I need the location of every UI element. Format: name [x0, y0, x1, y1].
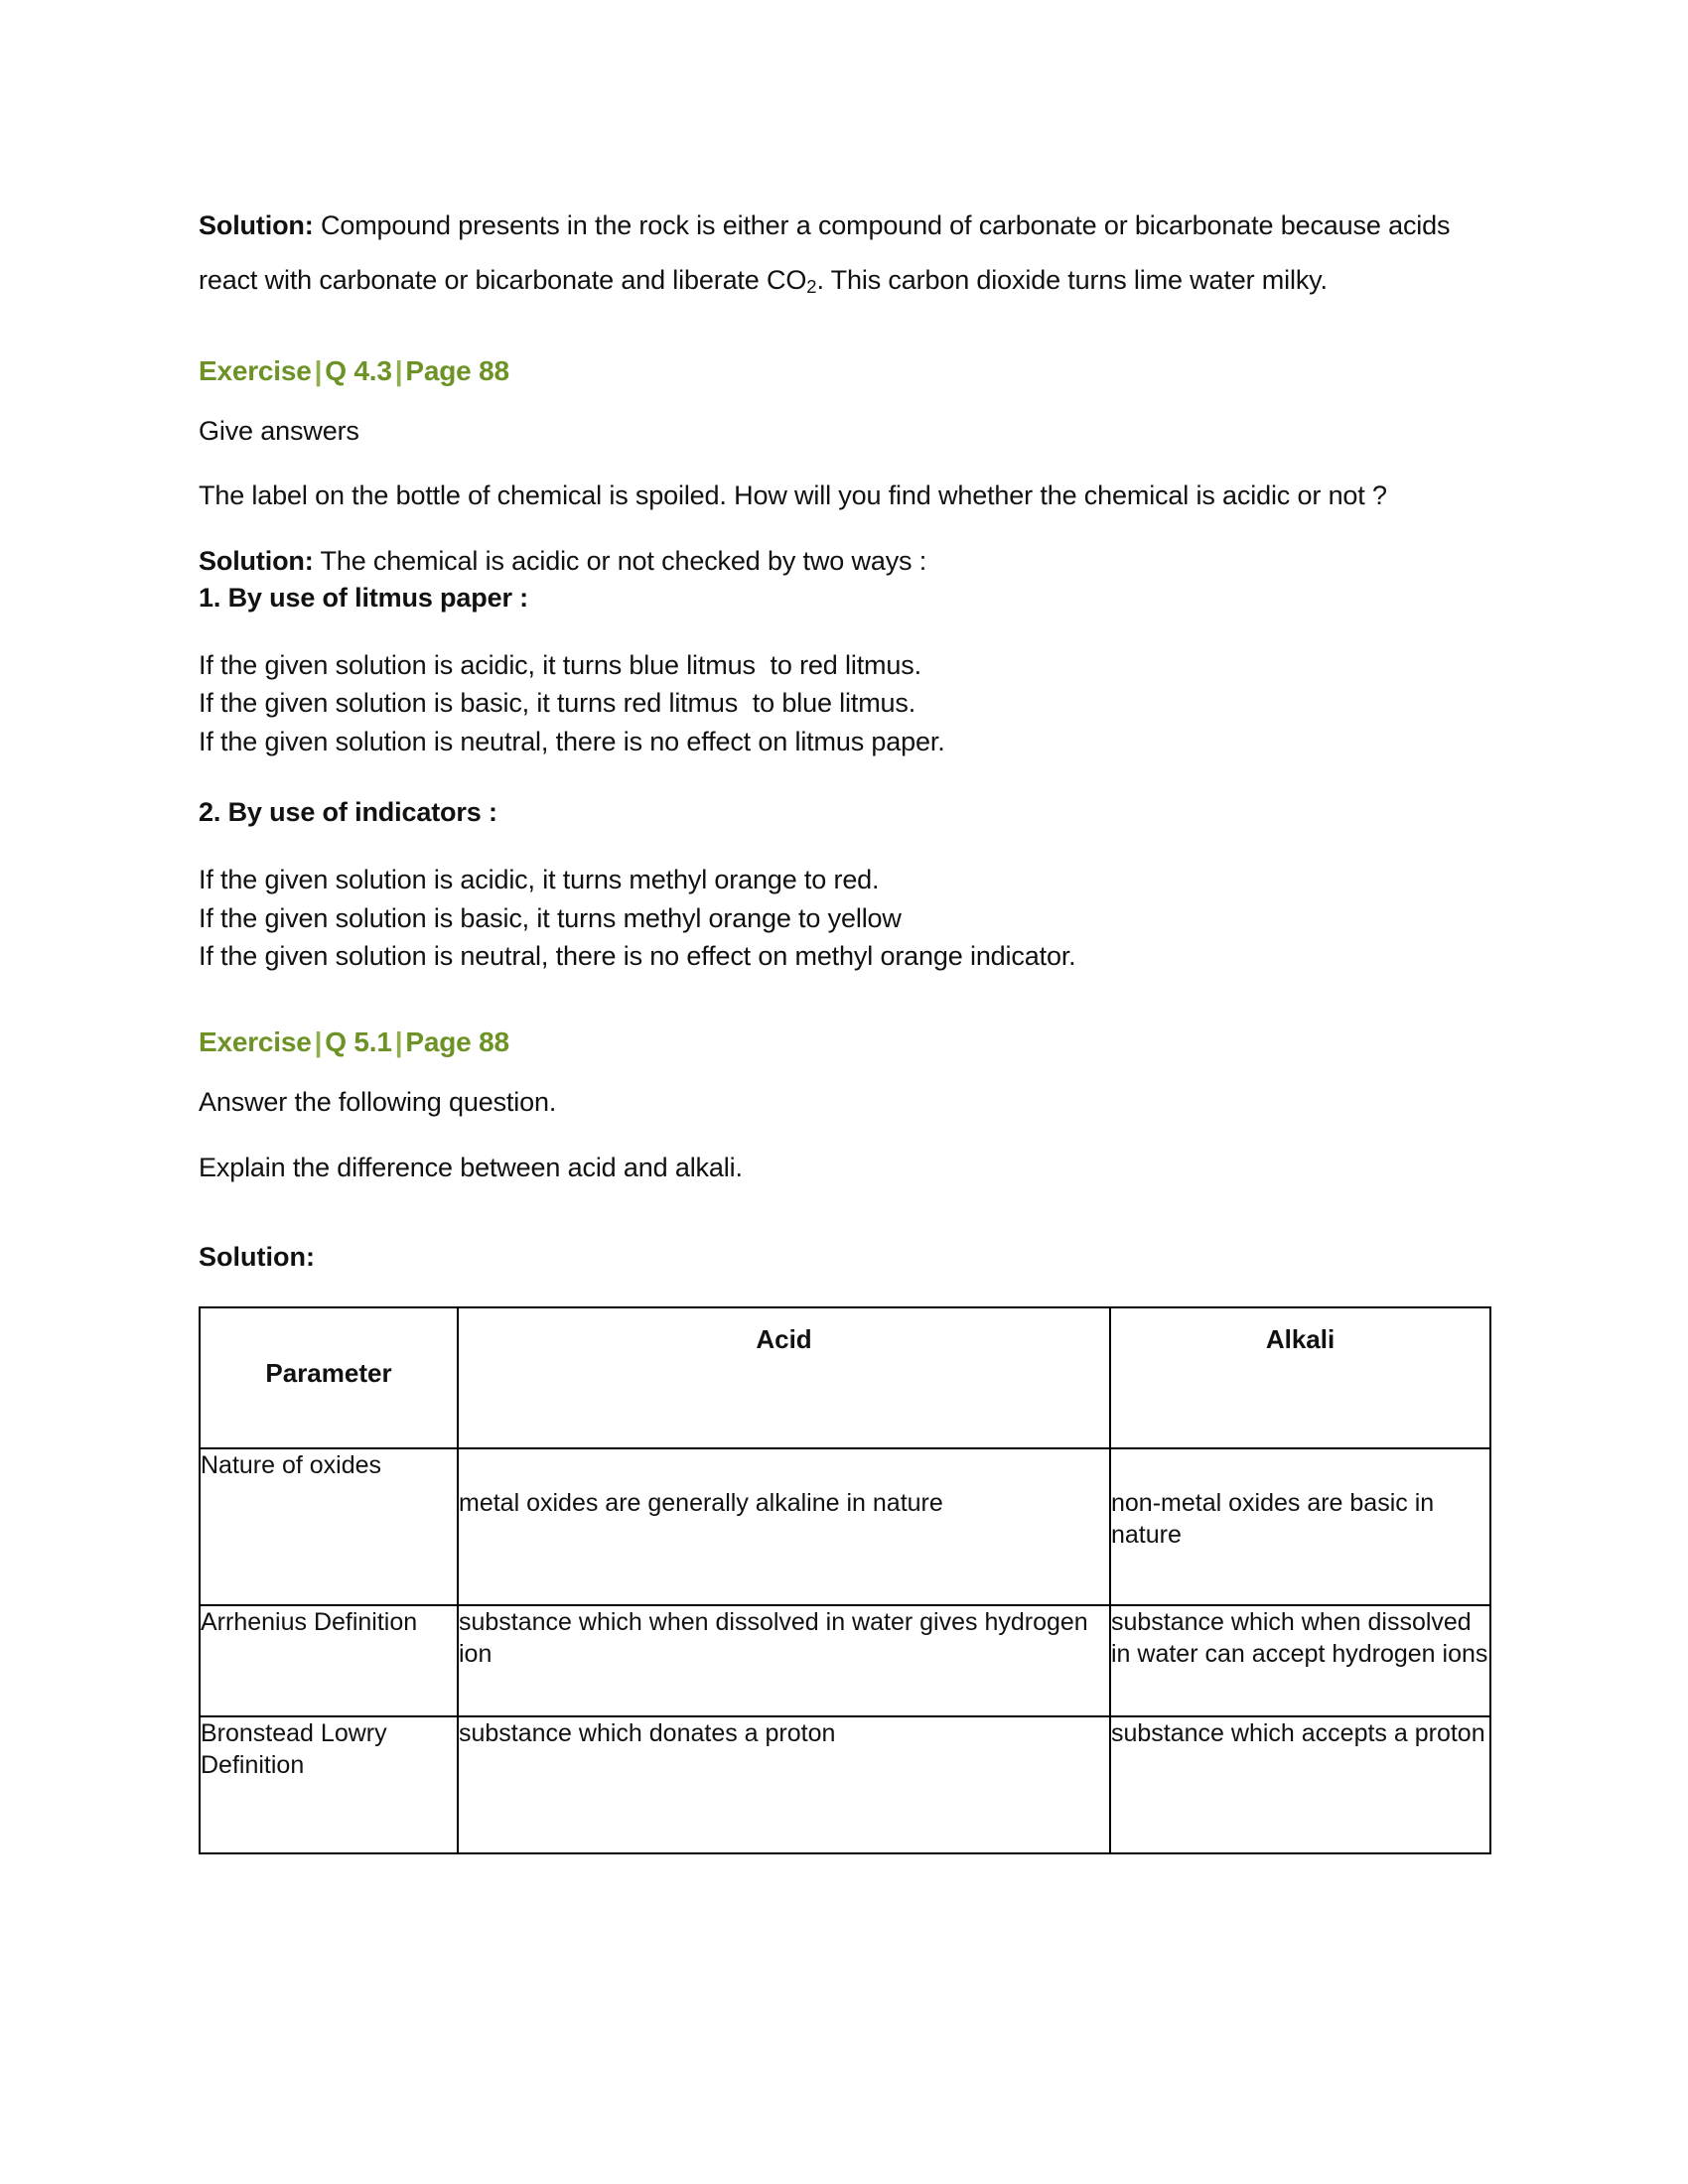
instruction-q43: Give answers	[199, 416, 359, 447]
solution-label-q51: Solution:	[199, 1241, 315, 1272]
method-2-lines	[199, 861, 1489, 975]
cell-parameter-nature-of-oxides: Nature of oxides	[200, 1448, 458, 1605]
litmus-line-basic: If the given solution is basic, it turns red litmus to blue litmus.	[199, 688, 916, 719]
exercise-heading-q51	[199, 1026, 1489, 1058]
cell-acid-nature-of-oxides: metal oxides are generally alkaline in nature	[458, 1448, 1110, 1605]
cell-acid-arrhenius: substance which when dissolved in water gives hydrogen ion	[458, 1605, 1110, 1716]
cell-alkali-nature-of-oxides: non-metal oxides are basic in nature	[1110, 1448, 1490, 1605]
method-2-title: 2. By use of indicators :	[199, 797, 497, 828]
question-number-2: Q 5.1	[325, 1026, 392, 1058]
intro-text-before: Compound presents in the rock is either a compound of carbonate or bicarbonate because acids react with carbonate or bicarbonate and liberate CO	[199, 210, 1451, 296]
method-1-title: 1. By use of litmus paper :	[199, 582, 529, 613]
table-header-acid-label: Acid	[756, 1323, 812, 1354]
table-header-row	[200, 1307, 1490, 1448]
pre-solution-spacer	[199, 1214, 1489, 1242]
heading-separator-2b: |	[394, 1026, 403, 1058]
table-header-alkali	[1110, 1307, 1490, 1448]
intro-text-after: . This carbon dioxide turns lime water milky.	[816, 265, 1328, 296]
solution-intro-q43	[199, 543, 1489, 580]
litmus-line-acidic: If the given solution is acidic, it turns blue litmus to red litmus.	[199, 650, 921, 681]
cell-alkali-arrhenius: substance which when dissolved in water can accept hydrogen ions	[1110, 1605, 1490, 1716]
question-text-q51: Explain the difference between acid and alkali.	[199, 1152, 743, 1182]
cell-alkali-bronstead-lowry: substance which accepts a proton	[1110, 1716, 1490, 1853]
table-header-alkali-label: Alkali	[1265, 1323, 1336, 1354]
cell-acid-bronstead-lowry: substance which donates a proton	[458, 1716, 1110, 1853]
intro-solution-paragraph	[199, 199, 1489, 308]
section-spacer	[199, 1009, 1489, 1026]
solution-label-q43: Solution:	[199, 545, 314, 576]
page-number-1: Page 88	[405, 355, 509, 387]
page-number-2: Page 88	[405, 1026, 509, 1058]
exercise-label-1: Exercise	[199, 355, 312, 387]
table-row	[200, 1448, 1490, 1605]
cell-parameter-arrhenius: Arrhenius Definition	[200, 1605, 458, 1716]
solution-intro-text-q43: The chemical is acidic or not checked by two ways :	[313, 545, 927, 576]
question-text-q43: The label on the bottle of chemical is spoiled. How will you find whether the chemical is acidic or not ?	[199, 480, 1387, 511]
litmus-line-neutral: If the given solution is neutral, there is no effect on litmus paper.	[199, 726, 945, 756]
cell-parameter-bronstead-lowry: Bronstead Lowry Definition	[200, 1716, 458, 1853]
exercise-label-2: Exercise	[199, 1026, 312, 1058]
solution-label: Solution:	[199, 210, 314, 240]
indicator-line-acidic: If the given solution is acidic, it turns methyl orange to red.	[199, 865, 880, 895]
indicator-line-neutral: If the given solution is neutral, there is no effect on methyl orange indicator.	[199, 941, 1076, 972]
acid-alkali-comparison-table	[199, 1306, 1491, 1854]
instruction-q51: Answer the following question.	[199, 1087, 557, 1118]
page-content	[199, 199, 1489, 1854]
table-header-acid	[458, 1307, 1110, 1448]
heading-separator-1a: |	[314, 355, 323, 387]
exercise-heading-q43	[199, 355, 1489, 387]
table-header-parameter-label: Parameter	[265, 1357, 392, 1388]
method-1-lines	[199, 646, 1489, 760]
heading-separator-1b: |	[394, 355, 403, 387]
table-header-parameter	[200, 1307, 458, 1448]
co2-subscript: 2	[806, 276, 817, 298]
table-row	[200, 1605, 1490, 1716]
heading-separator-2a: |	[314, 1026, 323, 1058]
question-number-1: Q 4.3	[325, 355, 392, 387]
indicator-line-basic: If the given solution is basic, it turns methyl orange to yellow	[199, 902, 902, 933]
table-row	[200, 1716, 1490, 1853]
